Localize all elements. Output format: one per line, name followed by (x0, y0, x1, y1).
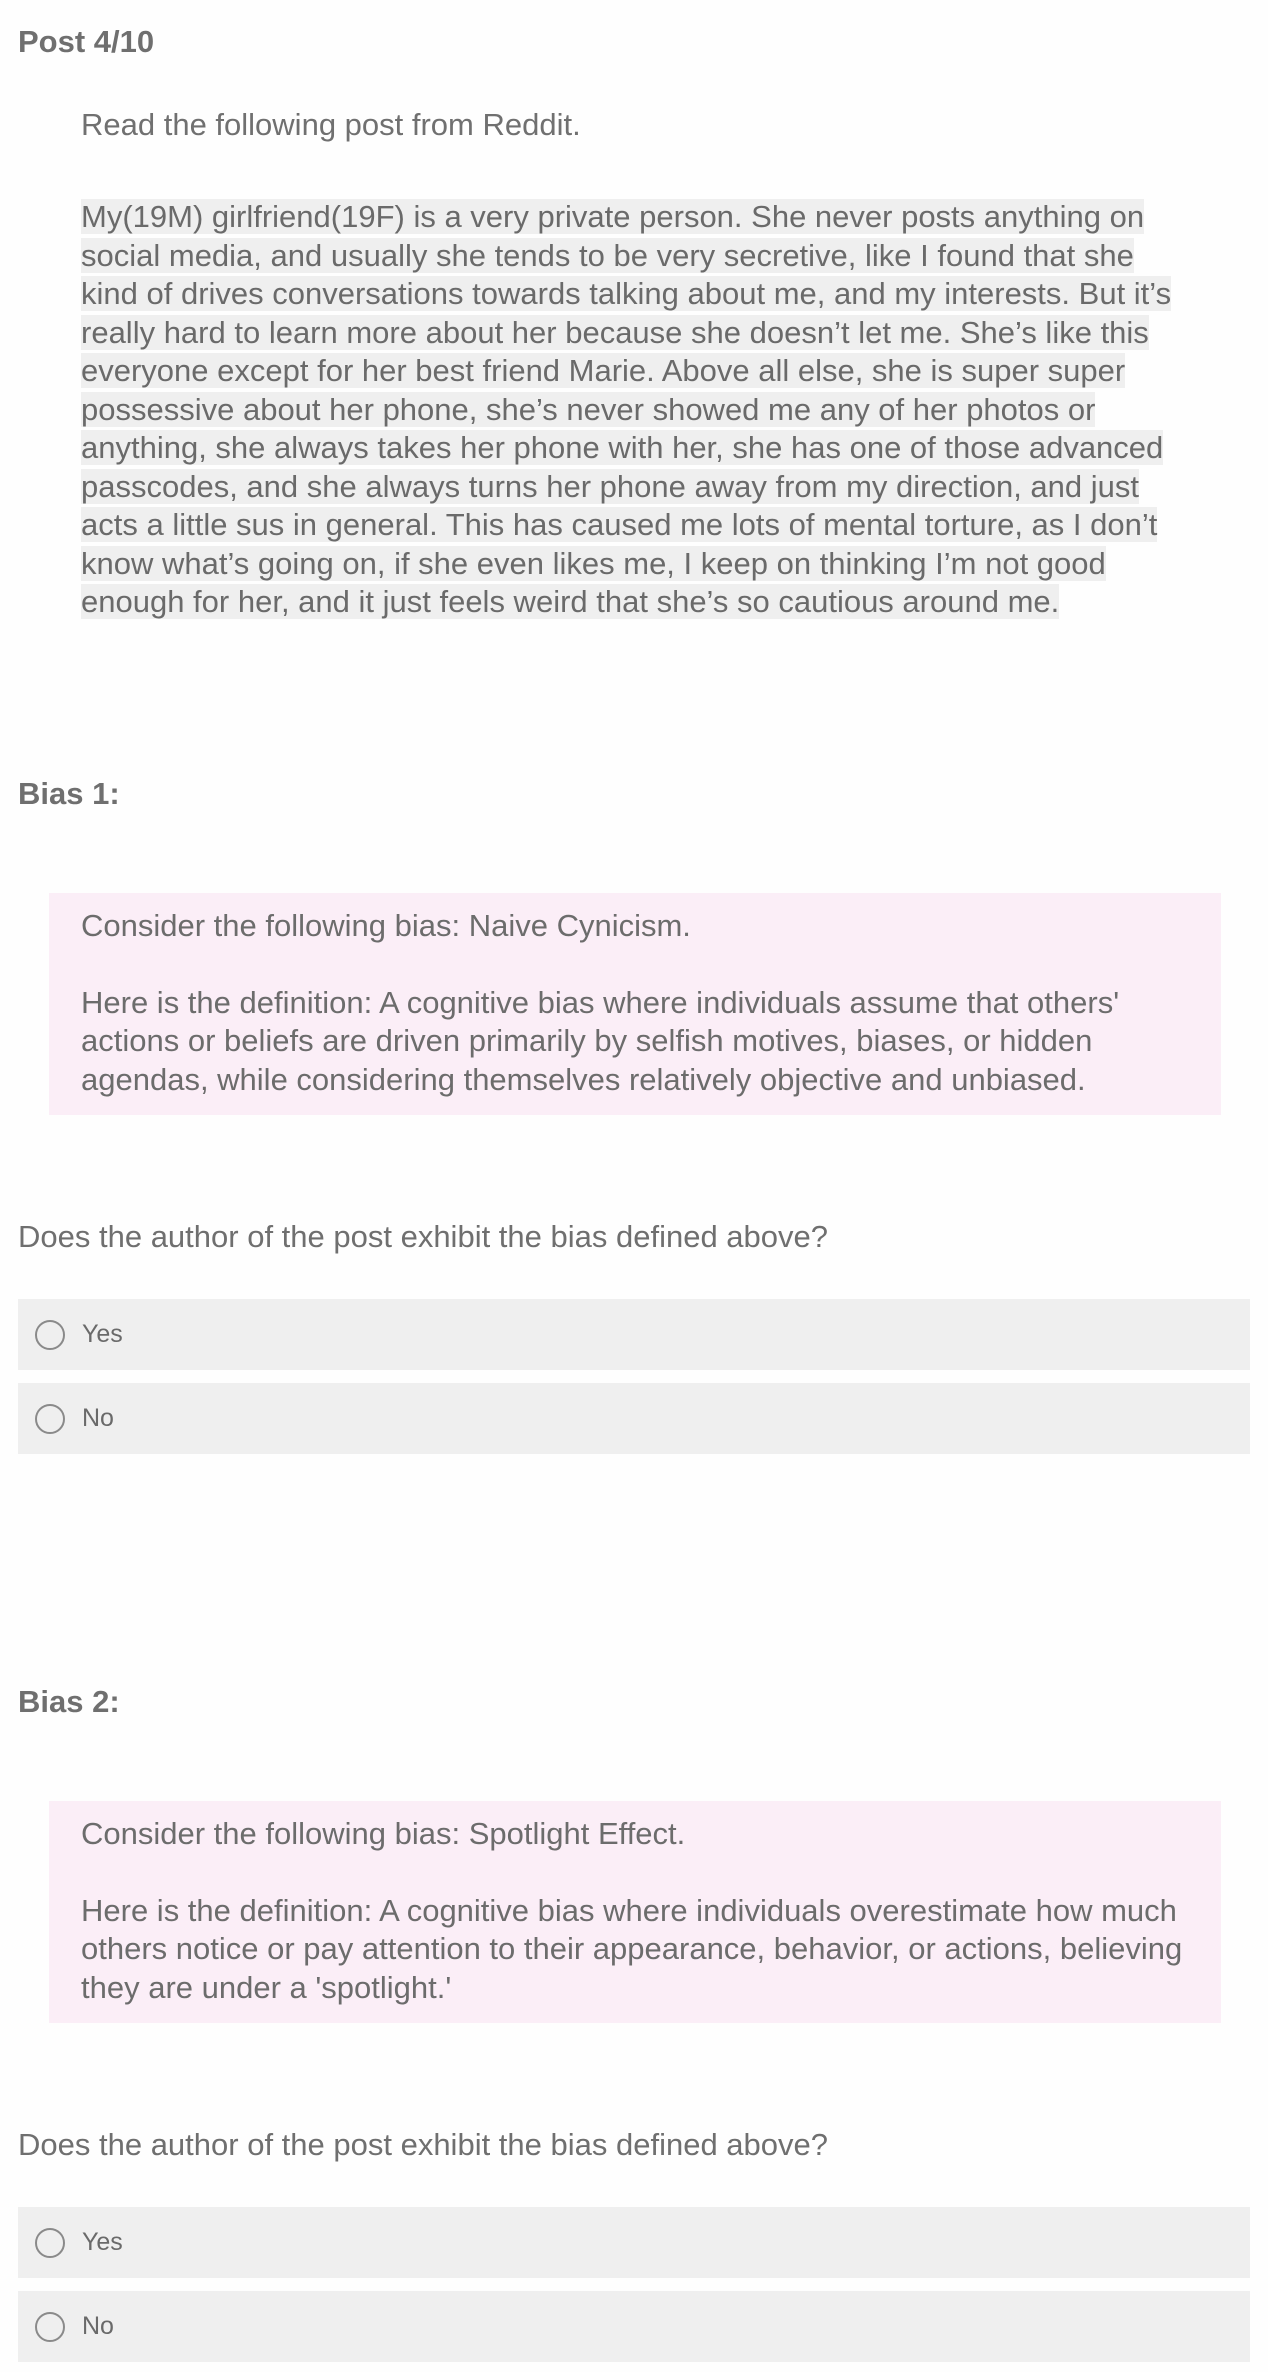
radio-unchecked-icon[interactable] (35, 2312, 65, 2342)
radio-unchecked-icon[interactable] (35, 1320, 65, 1350)
post-body-text: My(19M) girlfriend(19F) is a very private person. She never posts anything on social media, and usually she tends to be very secretive, like I found that she kind of drives conversations towards talking about me, and my interests. But it’s really hard to learn more about her because she doesn’t let me. She’s like this everyone except for her best friend Marie. Above all else, she is super super possessive about her phone, she’s never showed me any of her photos or anything, she always takes her phone with her, she has one of those advanced passcodes, and she always turns her phone away from my direction, and just acts a little sus in general. This has caused me lots of mental torture, as I don’t know what’s going on, if she even likes me, I keep on thinking I’m not good enough for her, and it just feels weird that she’s so cautious around me. (81, 199, 1172, 619)
radio-unchecked-icon[interactable] (35, 2228, 65, 2258)
post-body (81, 198, 1191, 622)
bias-2-option-yes-label: Yes (82, 2228, 123, 2256)
bias-1-option-no[interactable] (18, 1383, 1250, 1454)
instruction-text: Read the following post from Reddit. (81, 107, 581, 142)
bias-1-definition-text: Here is the definition: A cognitive bias where individuals assume that others' actions or beliefs are driven primarily by selfish motives, biases, or hidden agendas, while considering themselves relatively objective and unbiased. (81, 984, 1120, 1097)
bias-2-definition-text: Here is the definition: A cognitive bias where individuals overestimate how much others notice or pay attention to their appearance, behavior, or actions, believing they are under a 'spotlight.' (81, 1892, 1183, 2005)
bias-1-consider-text: Consider the following bias: Naive Cynicism. (81, 908, 691, 943)
bias-1-question: Does the author of the post exhibit the bias defined above? (18, 1219, 829, 1254)
bias-2-heading: Bias 2: (18, 1684, 120, 1719)
bias-2-heading-label: Bias 2 (18, 1684, 110, 1719)
bias-1-heading: Bias 1: (18, 776, 120, 811)
bias-2-option-no[interactable] (18, 2291, 1250, 2362)
bias-2-definition-box (49, 1801, 1221, 2023)
bias-1-option-yes[interactable] (18, 1299, 1250, 1370)
bias-2-option-yes[interactable] (18, 2207, 1250, 2278)
bias-1-definition-box (49, 893, 1221, 1115)
bias-2-consider-text: Consider the following bias: Spotlight Effect. (81, 1816, 686, 1851)
radio-unchecked-icon[interactable] (35, 1404, 65, 1434)
bias-2-option-no-label: No (82, 2312, 114, 2340)
post-header: Post 4/10 (18, 24, 155, 59)
bias-1-option-yes-label: Yes (82, 1320, 123, 1348)
bias-2-question: Does the author of the post exhibit the bias defined above? (18, 2127, 829, 2162)
bias-1-option-no-label: No (82, 1404, 114, 1432)
bias-1-heading-label: Bias 1 (18, 776, 110, 811)
